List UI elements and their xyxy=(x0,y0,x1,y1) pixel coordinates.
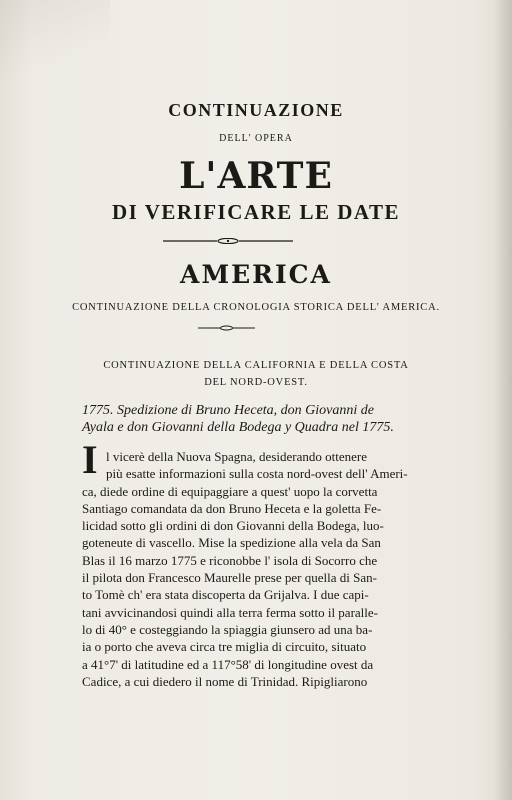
body-line: licidad sotto gli ordini di don Giovanni della Bodega, luo- xyxy=(82,518,384,534)
ornamental-rule xyxy=(163,238,293,244)
title-subtitle: DI VERIFICARE LE DATE xyxy=(111,200,401,224)
body-line: tani avvicinandosi quindi alla terra ferma sotto il paralle- xyxy=(82,604,379,620)
chapter-heading-line1: CONTINUAZIONE DELLA CALIFORNIA E DELLA COSTA xyxy=(103,360,409,371)
drop-cap: I xyxy=(82,437,98,482)
body-line: lo di 40° e costeggiando la spiaggia giunsero ad una ba- xyxy=(82,621,373,637)
body-line: l vicerè della Nuova Spagna, desiderando ottenere xyxy=(106,449,367,464)
title-continuazione: CONTINUAZIONE xyxy=(168,100,344,120)
entry-heading xyxy=(82,402,412,436)
body-line: goteneute di vascello. Mise la spedizione alla vela da San xyxy=(82,535,381,551)
chapter-heading-line2: DEL NORD-OVEST. xyxy=(204,377,308,388)
body-line: to Tomè ch' era stata discoperta da Grijalva. I due capi- xyxy=(82,587,369,603)
body-line: Cadice, a cui diedero il nome di Trinidad. Ripigliarono xyxy=(82,673,368,689)
title-main: L'ARTE xyxy=(179,155,333,197)
section-subtitle: CONTINUAZIONE DELLA CRONOLOGIA STORICA DELL' AMERICA. xyxy=(72,302,440,313)
small-ornamental-rule xyxy=(198,325,255,331)
body-line: il pilota don Francesco Maurelle prese per quella di San- xyxy=(82,570,377,586)
page-shadow xyxy=(0,0,110,80)
body-line: Santiago comandata da don Bruno Heceta e la goletta Fe- xyxy=(82,500,382,516)
body-line: più esatte informazioni sulla costa nord-ovest dell' Ameri- xyxy=(106,466,408,482)
body-line: ca, diede ordine di equipaggiare a quest' uopo la corvetta xyxy=(82,483,378,499)
section-title: AMERICA xyxy=(180,260,332,289)
title-dell-opera: DELL' OPERA xyxy=(219,133,293,144)
body-line: ia o porto che aveva circa tre miglia di circuito, situato xyxy=(82,639,367,655)
body-line: Blas il 16 marzo 1775 e riconobbe l' isola di Socorro che xyxy=(82,552,378,568)
body-line: a 41°7' di latitudine ed a 117°58' di longitudine ovest da xyxy=(82,656,374,672)
entry-heading-line1: 1775. Spedizione di Bruno Heceta, don Giovanni de xyxy=(82,403,375,418)
entry-heading-line2: Ayala e don Giovanni della Bodega y Quadra nel 1775. xyxy=(82,420,394,435)
body-text xyxy=(82,448,412,690)
